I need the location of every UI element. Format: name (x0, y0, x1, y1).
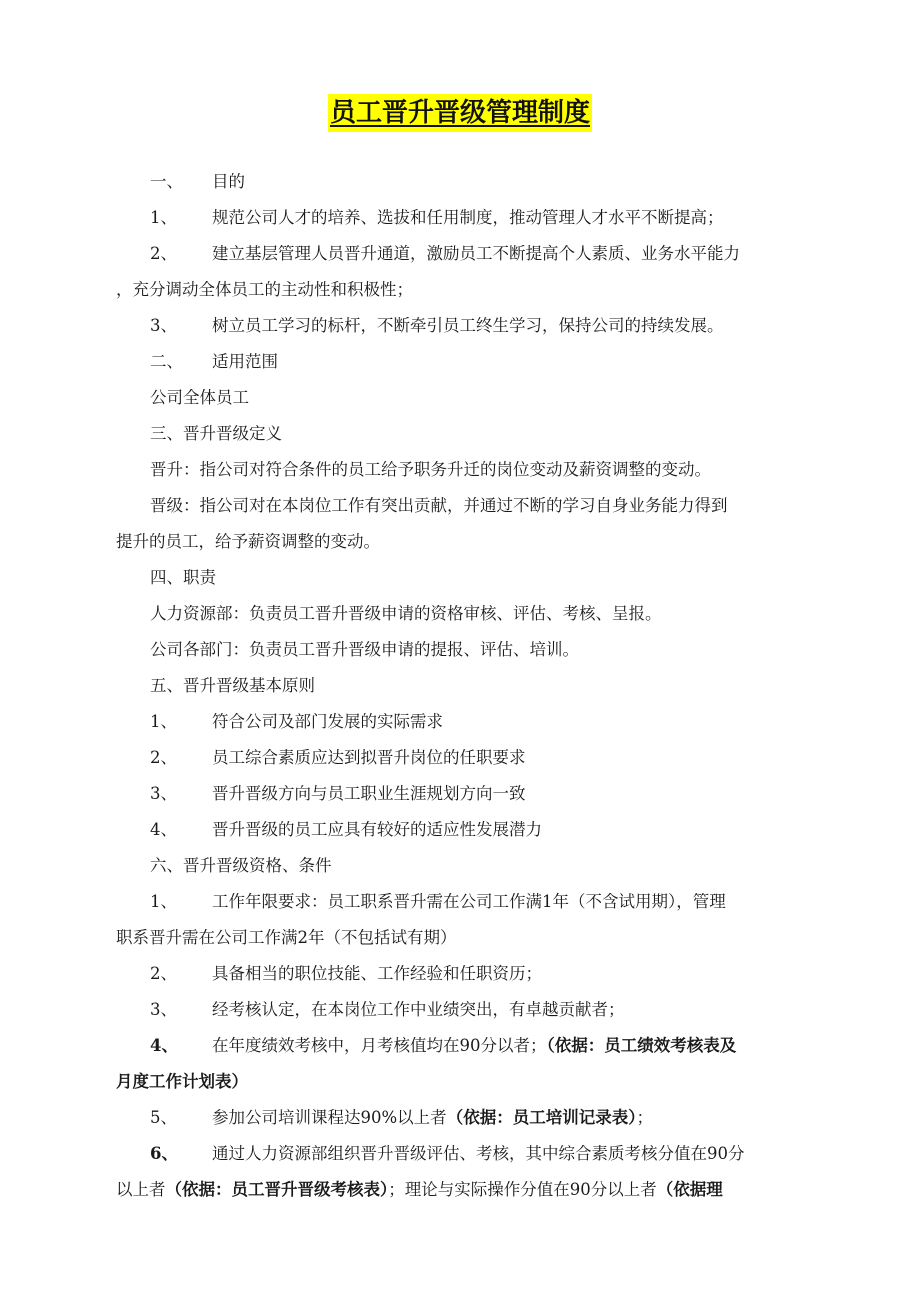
item-number: 3、 (150, 1000, 177, 1019)
item-number: 5、 (150, 1108, 177, 1127)
line-text: 参加公司培训课程达90%以上者 (212, 1108, 447, 1127)
heading-definition (150, 422, 282, 446)
scope-text (150, 386, 249, 410)
line-text: 四、职责 (150, 568, 216, 587)
purpose-item-1 (150, 206, 724, 230)
heading-purpose (150, 170, 245, 194)
qualification-item-3 (150, 998, 625, 1022)
line-text: 晋级：指公司对在本岗位工作有突出贡献，并通过不断的学习自身业务能力得到 (150, 496, 728, 515)
principle-item-4 (150, 818, 542, 842)
line-text: 晋升晋级的员工应具有较好的适应性发展潜力 (212, 820, 542, 839)
line-text: 工作年限要求：员工职系晋升需在公司工作满1年（不含试用期），管理 (212, 892, 726, 911)
duty-departments (150, 638, 579, 662)
line-text: 人力资源部：负责员工晋升晋级申请的资格审核、评估、考核、呈报。 (150, 604, 662, 623)
section-number: 一、 (150, 172, 183, 191)
line-text: 员工综合素质应达到拟晋升岗位的任职要求 (212, 748, 526, 767)
line-text: 六、晋升晋级资格、条件 (150, 856, 332, 875)
item-number: 2、 (150, 964, 177, 983)
item-number: 2、 (150, 244, 177, 263)
line-text: 以上者 (116, 1180, 166, 1199)
line-text: 符合公司及部门发展的实际需求 (212, 712, 443, 731)
qualification-item-1 (150, 890, 726, 914)
definition-promotion (150, 458, 711, 482)
principle-item-1 (150, 710, 443, 734)
line-text: 提升的员工，给予薪资调整的变动。 (116, 532, 380, 551)
line-tail: ； (636, 1108, 653, 1127)
principle-item-3 (150, 782, 526, 806)
definition-grade-cont (116, 530, 380, 554)
section-number: 二、 (150, 352, 183, 371)
purpose-item-3 (150, 314, 724, 338)
line-text: 规范公司人才的培养、选拔和任用制度，推动管理人才水平不断提高； (212, 208, 724, 227)
qualification-item-5 (150, 1106, 653, 1130)
line-text: 职系晋升需在公司工作满2年（不包括试有期） (116, 928, 457, 947)
basis-reference: （依据：员工绩效考核表及 (546, 1036, 737, 1055)
basis-reference: 月度工作计划表） (116, 1072, 248, 1091)
line-text: 建立基层管理人员晋升通道，激励员工不断提高个人素质、业务水平能力 (212, 244, 740, 263)
item-number: 3、 (150, 316, 177, 335)
item-number: 6、 (150, 1144, 178, 1163)
qualification-item-2 (150, 962, 542, 986)
basis-reference: （依据：员工晋升晋级考核表） (165, 1180, 389, 1199)
basis-reference: （依据：员工培训记录表） (446, 1108, 637, 1127)
line-text: 适用范围 (212, 352, 278, 371)
line-text: 具备相当的职位技能、工作经验和任职资历； (212, 964, 542, 983)
line-text: 树立员工学习的标杆，不断牵引员工终生学习，保持公司的持续发展。 (212, 316, 724, 335)
item-number: 4、 (150, 820, 177, 839)
line-text: ，充分调动全体员工的主动性和积极性； (116, 280, 413, 299)
line-text: 在年度绩效考核中，月考核值均在90分以者； (212, 1036, 547, 1055)
line-text: 晋升：指公司对符合条件的员工给予职务升迁的岗位变动及薪资调整的变动。 (150, 460, 711, 479)
line-text: 三、晋升晋级定义 (150, 424, 282, 443)
qualification-item-6 (150, 1142, 745, 1166)
item-number: 1、 (150, 712, 177, 731)
line-text: 公司全体员工 (150, 388, 249, 407)
qualification-item-1-cont (116, 926, 457, 950)
heading-scope (150, 350, 278, 374)
line-text: 通过人力资源部组织晋升晋级评估、考核，其中综合素质考核分值在90分 (212, 1144, 745, 1163)
qualification-item-4 (150, 1034, 736, 1058)
item-number: 1、 (150, 208, 177, 227)
line-text: 目的 (212, 172, 245, 191)
item-number: 4、 (150, 1036, 178, 1055)
qualification-item-6-cont (116, 1178, 723, 1202)
purpose-item-2 (150, 242, 740, 266)
title-wrapper (0, 94, 920, 132)
line-tail: ；理论与实际操作分值在90分以上者 (388, 1180, 657, 1199)
line-text: 公司各部门：负责员工晋升晋级申请的提报、评估、培训。 (150, 640, 579, 659)
heading-principles (150, 674, 315, 698)
heading-qualifications (150, 854, 332, 878)
line-text: 五、晋升晋级基本原则 (150, 676, 315, 695)
item-number: 1、 (150, 892, 177, 911)
duty-hr (150, 602, 662, 626)
purpose-item-2-cont (116, 278, 413, 302)
line-text: 经考核认定，在本岗位工作中业绩突出，有卓越贡献者； (212, 1000, 625, 1019)
heading-duties (150, 566, 216, 590)
principle-item-2 (150, 746, 526, 770)
qualification-item-4-cont (116, 1070, 248, 1094)
item-number: 3、 (150, 784, 177, 803)
document-title: 员工晋升晋级管理制度 (328, 94, 592, 132)
line-text: 晋升晋级方向与员工职业生涯规划方向一致 (212, 784, 526, 803)
basis-reference: （依据理 (656, 1180, 723, 1199)
item-number: 2、 (150, 748, 177, 767)
definition-grade (150, 494, 728, 518)
